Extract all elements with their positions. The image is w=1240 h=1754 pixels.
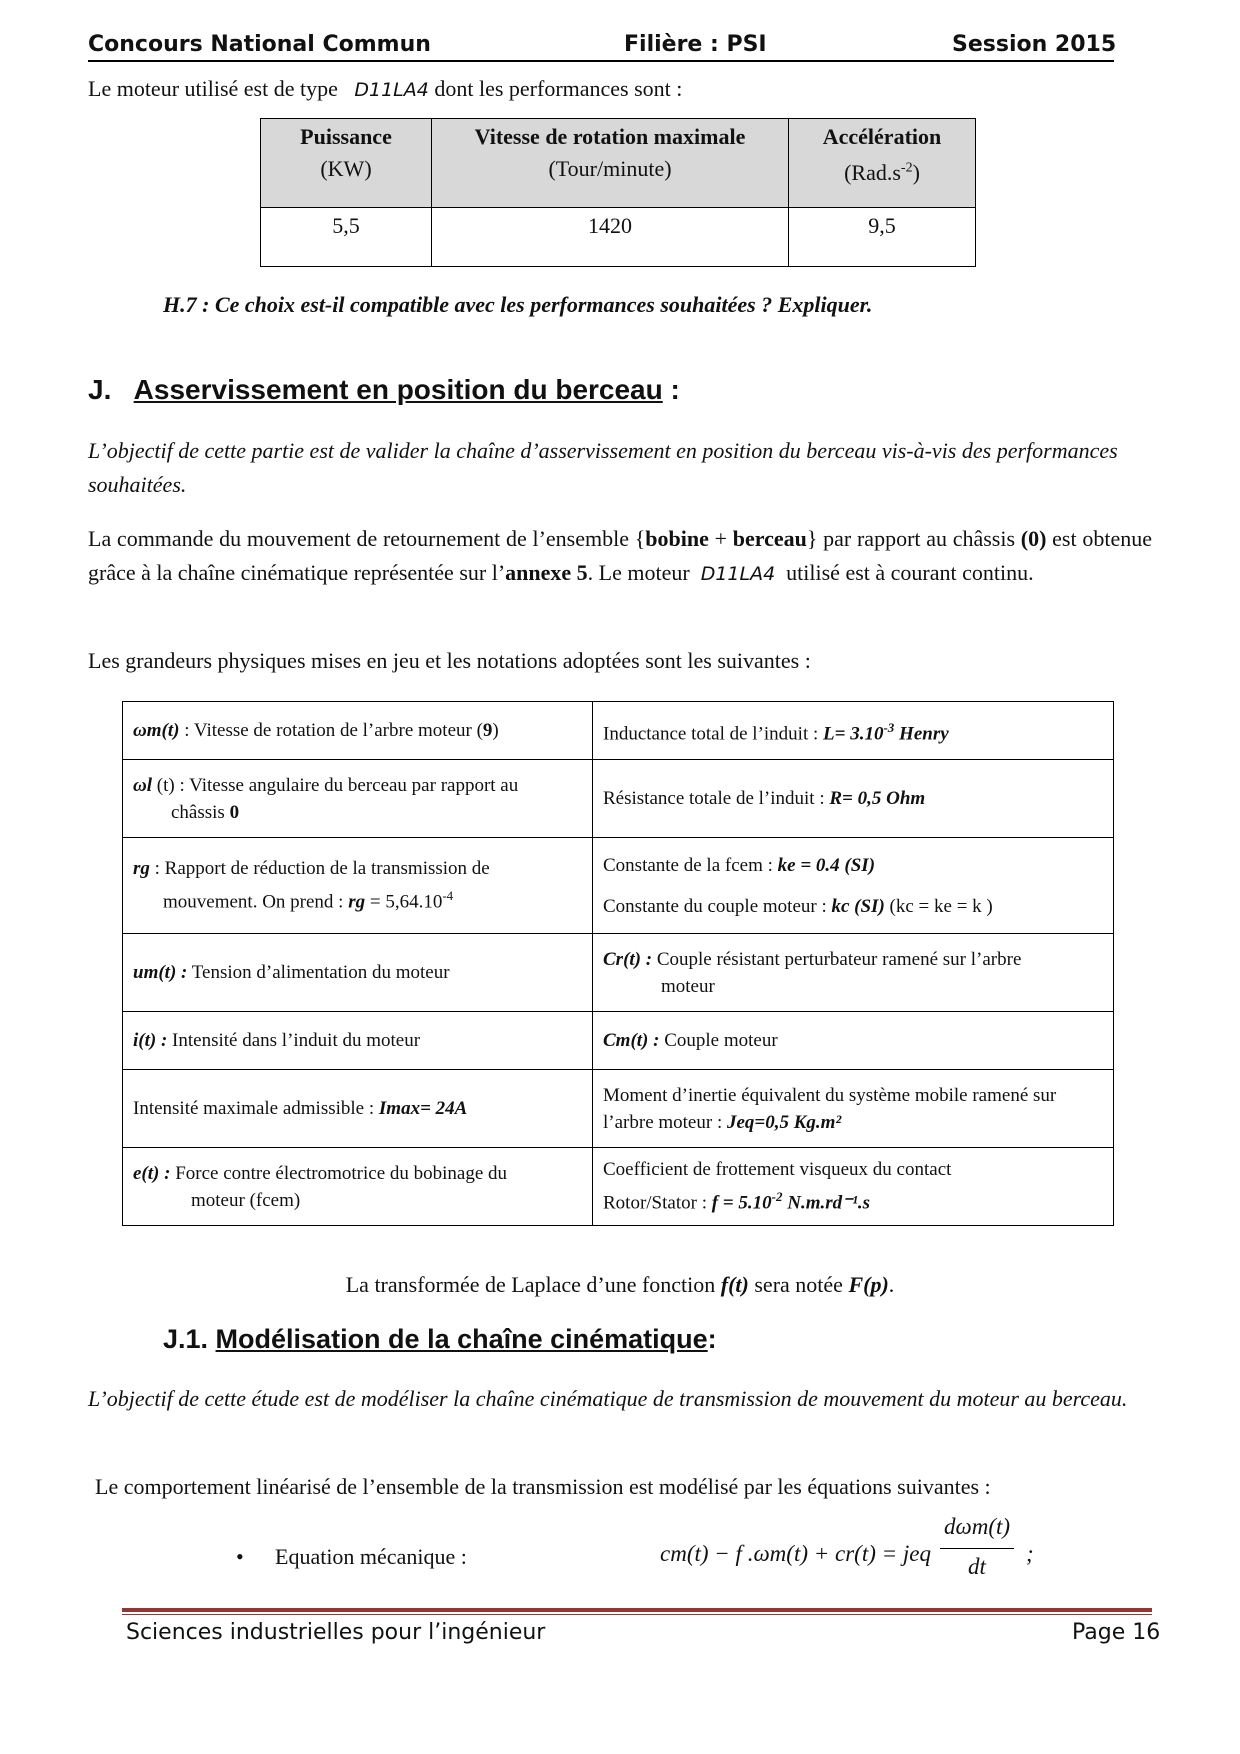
para-commande-l: à courant continu. (875, 560, 1034, 585)
perf-header-power (261, 119, 432, 208)
para-commande-bobine: bobine (645, 526, 709, 551)
perf-value-speed: 1420 (432, 208, 789, 267)
notation-kc-relation: (kc = ke = k ) (884, 895, 993, 917)
para-commande-zero: (0) (1020, 526, 1047, 551)
para-commande-i: . Le moteur (587, 560, 690, 585)
section-j-title: Asservissement en position du berceau (133, 374, 663, 405)
notation-friction-text2: Rotor/Stator : (603, 1192, 712, 1214)
equation-fraction-bar (940, 1548, 1014, 1549)
notation-cr (593, 934, 1114, 1012)
notation-jeq-text2: l’arbre moteur : (603, 1111, 727, 1133)
notation-resistance-value: R= 0,5 Ohm (829, 788, 926, 809)
para-comportement: Le comportement linéarisé de l’ensemble de la transmission est modélisé par les équations suivantes : (95, 1474, 991, 1499)
objective-j1: L’objectif de cette étude est de modéliser la chaîne cinématique de transmission de mouvement du moteur au berceau. (88, 1386, 1128, 1411)
header-center: Filière : PSI (624, 32, 767, 57)
intro-text-before: Le moteur utilisé est de type (88, 76, 338, 101)
notation-rg (123, 838, 593, 934)
notation-omega-l-text2: châssis (171, 801, 230, 823)
laplace-b: sera notée (748, 1272, 849, 1297)
notation-jeq-value: Jeq=0,5 Kg.m² (726, 1111, 842, 1133)
footer-rule-thin (122, 1614, 1152, 1615)
section-j-heading (88, 374, 680, 406)
equation-denominator: dt (968, 1554, 986, 1579)
perf-accel-unit-base: (Rad.s (844, 160, 901, 186)
section-j1-number: J.1. (163, 1324, 216, 1354)
intro-motor: D11LA4 (354, 79, 429, 101)
para-commande-annexe: annexe 5 (505, 560, 588, 585)
section-j1-heading (163, 1324, 717, 1355)
intro-text-after: dont les performances sont : (434, 76, 683, 101)
laplace-c: . (888, 1272, 895, 1297)
notation-rg-exp: -4 (442, 888, 454, 904)
notation-i-text: Intensité dans l’induit du moteur (167, 1030, 421, 1051)
notation-jeq (593, 1070, 1114, 1148)
equation-numerator: dωm(t) (943, 1514, 1011, 1539)
header-right: Session 2015 (952, 32, 1117, 57)
notation-resistance-text: Résistance totale de l’induit : (603, 788, 830, 809)
notation-kc (603, 893, 1103, 920)
section-j1-colon: : (707, 1324, 717, 1354)
equation-end: ; (1026, 1541, 1034, 1566)
notation-row (123, 1012, 1114, 1070)
notation-inductance-unit: Henry (894, 723, 949, 745)
perf-header-speed (432, 119, 789, 208)
perf-header-speed-title: Vitesse de rotation maximale (474, 124, 746, 149)
notation-jeq-text: Moment d’inertie équivalent du système mobile ramené sur (603, 1084, 1057, 1106)
notation-inductance-value: L= 3.10 (823, 723, 884, 745)
notation-ke-value: ke = 0.4 (SI) (777, 854, 876, 876)
objective-j: L’objectif de cette partie est de valider la chaîne d’asservissement en position du berceau vis-à-vis des performances souhaitées. (88, 438, 1118, 497)
notation-rg-text2: mouvement. On prend : (163, 891, 349, 913)
notation-omega-l-symbol: ωl (133, 774, 153, 796)
notation-row (123, 1148, 1114, 1226)
notation-friction-unit: N.m.rd⁻¹.s (782, 1192, 870, 1214)
notation-omega-l-line2 (133, 799, 582, 826)
perf-header-power-unit: (KW) (320, 156, 372, 181)
footer-page-number: Page 16 (1072, 1620, 1161, 1645)
laplace-F: F(p) (848, 1272, 889, 1297)
footer-left: Sciences industrielles pour l’ingénieur (126, 1620, 546, 1645)
notation-um (123, 934, 593, 1012)
notation-um-text: Tension d’alimentation du moteur (187, 962, 450, 983)
notation-e-symbol: e(t) : (133, 1162, 171, 1184)
notation-imax-value: Imax= 24A (378, 1098, 468, 1119)
equation-bullet: • (236, 1544, 244, 1569)
notation-cr-symbol: Cr(t) : (603, 948, 653, 970)
notation-ke-text: Constante de la fcem : (603, 854, 778, 876)
notation-omega-m-symbol: ωm(t) (133, 720, 180, 741)
notation-omega-m-close: ) (492, 720, 499, 741)
section-j-colon: : (662, 374, 680, 405)
notation-omega-l-text: (t) : Vitesse angulaire du berceau par rapport au (152, 774, 519, 796)
notation-kc-text: Constante du couple moteur : (603, 895, 832, 917)
notation-i (123, 1012, 593, 1070)
notation-friction (593, 1148, 1114, 1226)
notation-omega-m (123, 702, 593, 760)
header-rule (88, 60, 1114, 62)
notation-e-text: Force contre électromotrice du bobinage du (170, 1162, 508, 1184)
equation-lhs: cm(t) − f .ωm(t) + cr(t) = jeq (660, 1541, 932, 1566)
notation-friction-text: Coefficient de frottement visqueux du contact (603, 1159, 952, 1181)
notation-imax-text: Intensité maximale admissible : (133, 1098, 379, 1119)
notation-constants (593, 838, 1114, 934)
notation-friction-value: f = 5.10 (711, 1192, 772, 1214)
notation-friction-exp: -2 (771, 1189, 783, 1205)
notation-um-symbol: um(t) : (133, 962, 188, 983)
notation-cr-text: Couple résistant perturbateur ramené sur l’arbre (652, 948, 1022, 970)
notation-resistance (593, 760, 1114, 838)
perf-header-accel-title: Accélération (822, 124, 942, 149)
notation-inductance-exp: -3 (883, 719, 895, 735)
notation-cm-text: Couple moteur (659, 1030, 778, 1051)
notation-rg-text: : Rapport de réduction de la transmission de (149, 858, 490, 880)
para-commande-k: utilisé est (786, 560, 870, 585)
laplace-line (0, 1268, 1240, 1302)
para-commande-g: est obtenue grâce à la chaîne cinématique représentée sur l’ (88, 526, 1152, 585)
notation-row (123, 702, 1114, 760)
notation-i-symbol: i(t) : (133, 1030, 168, 1051)
perf-header-power-title: Puissance (300, 124, 392, 149)
notation-omega-l-num: 0 (229, 801, 240, 823)
notation-row (123, 760, 1114, 838)
notation-row (123, 1070, 1114, 1148)
perf-value-accel: 9,5 (789, 208, 976, 267)
notation-e (123, 1148, 593, 1226)
para-commande (88, 522, 1152, 591)
notation-inductance-text: Inductance total de l’induit : (603, 723, 824, 745)
perf-header-accel-unit (844, 160, 920, 185)
notation-rg-symbol: rg (133, 858, 150, 880)
para-commande-berceau: berceau (732, 526, 807, 551)
performance-table (260, 118, 976, 267)
notation-imax (123, 1070, 593, 1148)
section-j-number: J. (88, 374, 112, 405)
notation-row (123, 934, 1114, 1012)
footer-rule-thick (122, 1608, 1152, 1612)
notation-inductance (593, 702, 1114, 760)
laplace-f: f(t) (720, 1272, 749, 1297)
notation-kc-value: kc (SI) (831, 895, 885, 917)
notation-cm (593, 1012, 1114, 1070)
notation-cr-text2: moteur (661, 975, 715, 997)
para-commande-e: } par rapport au châssis (806, 526, 1016, 551)
notation-rg-value: = 5,64.10 (365, 891, 443, 913)
notation-table (122, 701, 1114, 1226)
para-commande-motor: D11LA4 (700, 563, 776, 585)
para-commande-a: La commande du mouvement de retournement de l’ensemble { (88, 526, 646, 551)
notation-omega-m-text: : Vitesse de rotation de l’arbre moteur ( (179, 720, 483, 741)
notation-omega-l (123, 760, 593, 838)
notation-rg-symbol2: rg (348, 891, 366, 913)
section-j1-title: Modélisation de la chaîne cinématique (215, 1324, 708, 1354)
perf-accel-unit-exp: -2 (900, 161, 913, 176)
perf-header-speed-unit: (Tour/minute) (548, 156, 672, 181)
intro-line (88, 72, 682, 107)
notation-cm-symbol: Cm(t) : (603, 1030, 660, 1051)
header-left: Concours National Commun (88, 32, 431, 57)
notation-ke (603, 852, 1103, 879)
para-grandeurs: Les grandeurs physiques mises en jeu et les notations adoptées sont les suivantes : (88, 648, 811, 673)
perf-header-accel (789, 119, 976, 208)
para-commande-plus: + (708, 526, 733, 551)
equation-label: Equation mécanique : (275, 1544, 467, 1569)
notation-row (123, 838, 1114, 934)
perf-value-power: 5,5 (261, 208, 432, 267)
question-h7: H.7 : Ce choix est-il compatible avec les performances souhaitées ? Expliquer. (163, 292, 873, 317)
notation-omega-m-num: 9 (482, 720, 493, 741)
notation-e-text2: moteur (fcem) (191, 1189, 301, 1211)
laplace-a: La transformée de Laplace d’une fonction (345, 1272, 721, 1297)
notation-rg-line2 (133, 882, 582, 915)
perf-accel-unit-close: ) (912, 160, 920, 186)
